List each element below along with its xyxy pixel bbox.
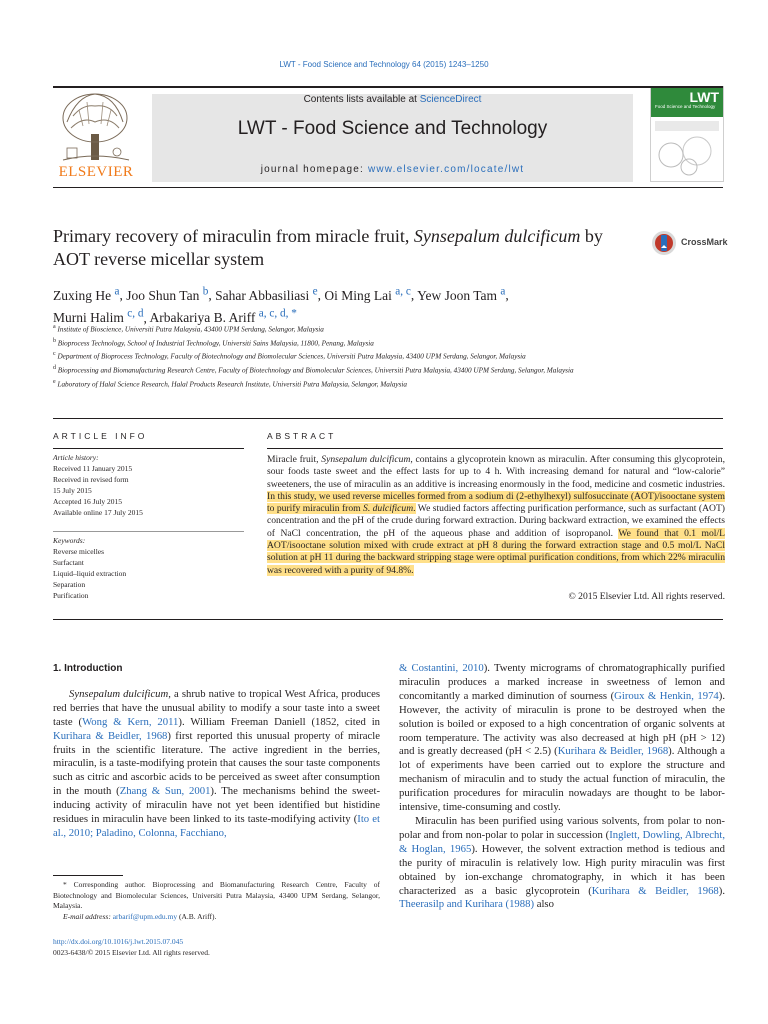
citation-link[interactable]: & Costantini, 2010 [399, 662, 484, 674]
sciencedirect-link[interactable]: ScienceDirect [419, 94, 482, 105]
crossmark-badge[interactable] [651, 230, 731, 258]
affiliation: $^d$ Bioprocessing and Biomanufacturing Research Centre, Faculty of Biotechnology and Biomolecular Sciences, Universiti Putra Malaysia, 43400 UPM Serdang, Selangor, Malaysia [53, 365, 574, 375]
citation-link[interactable]: Theerasilp and Kurihara (1988) [399, 898, 535, 911]
keywords-label: Keywords: [53, 536, 86, 545]
crossmark-icon [651, 230, 677, 256]
cover-subtitle: Food Science and Technology [655, 104, 716, 109]
homepage-prefix: journal homepage: [260, 164, 368, 175]
cover-title: LWT [689, 89, 719, 105]
author[interactable]: Murni Halim $^{c, d}$ [53, 307, 144, 325]
article-info-heading: ARTICLE INFO [53, 431, 148, 441]
journal-title: LWT - Food Science and Technology [237, 118, 548, 139]
author[interactable]: Arbakariya B. Ariff $^{a, c, d, *}$ [149, 307, 297, 325]
citation-link[interactable]: Ito et al., 2010; Paladino, Colonna, Facchiano, [53, 813, 380, 839]
citation-link[interactable]: Wong & Kern, 2011 [82, 715, 179, 728]
title-part-2: by AOT reverse micellar system [53, 226, 603, 269]
body-column-left [53, 662, 380, 841]
affiliation: $^b$ Bioprocess Technology, School of Industrial Technology, Universiti Sains Malaysia, 11800, Penang, Malaysia [53, 337, 374, 348]
article-history [53, 452, 244, 518]
history-label: Article history: [53, 453, 99, 462]
history-entry: Received in revised form [53, 475, 129, 484]
section-heading: 1. Introduction [53, 663, 123, 674]
affiliation: $^a$ Institute of Bioscience, Universiti Putra Malaysia, 43400 UPM Serdang, Selangor, Malaysia [53, 324, 324, 334]
affiliation: $^c$ Department of Bioprocess Technology, Faculty of Biotechnology and Biomolecular Sciences, Universiti Putra Malaysia, 43400 UPM Serdang, Selangor, Malaysia [53, 351, 526, 361]
title-species: Synsepalum dulcificum [413, 226, 581, 246]
citation-link[interactable]: Zhang & Sun, 2001 [119, 785, 211, 798]
keyword: Liquid–liquid extraction [53, 569, 127, 578]
author[interactable]: Zuxing He $^a$ [53, 285, 120, 303]
citation-link[interactable]: Kurihara & Beidler, 1968 [591, 884, 719, 897]
citation-link[interactable]: Giroux & Henkin, 1974 [614, 689, 719, 702]
crossmark-label: CrossMark [681, 237, 728, 247]
footnote-divider [53, 875, 123, 876]
keyword: Reverse micelles [53, 547, 105, 556]
divider [53, 448, 244, 449]
highlighted-text: In this study, we used reverse micelles formed from a sodium di (2-ethylhexyl) sulfosuccinate (AOT)/isooctane system to purify miraculin from S. dulcificum. [267, 490, 725, 515]
highlighted-text: We found that 0.1 mol/L AOT/isooctane solution mixed with crude extract at pH 8 during the forward extraction stage and 0.5 mol/L NaCl solution at pH 11 during the backward stripping stage were optimal purification conditions, from which 22% miraculin was recovered with a purity of 94.8%. [267, 527, 725, 576]
history-entry: Received 11 January 2015 [53, 464, 133, 473]
issn-line: 0023-6438/© 2015 Elsevier Ltd. All rights reserved. [53, 947, 210, 957]
citation-link[interactable]: Kurihara & Beidler, 1968 [53, 729, 168, 742]
abstract-copyright: © 2015 Elsevier Ltd. All rights reserved. [568, 591, 725, 602]
author[interactable]: Yew Joon Tam $^a$ [417, 285, 506, 303]
abstract-heading: ABSTRACT [267, 431, 337, 441]
paragraph: Synsepalum dulcificum, a shrub native to tropical West Africa, produces red berries that have the unusual ability to modify a sour taste into a sweet taste (Wong & Kern, 2011). William Freeman Daniell (1852, cited in Kurihara & Beidler, 1968) first reported this unusual property of miracle fruits in the scientific literature. The active ingredient in the berries, miraculin, is a taste-modifying protein that causes the sour taste components such as citric and ascorbic acids to be perceived as sweet after consumption in the mouth (Zhang & Sun, 2001). The mechanisms behind the sweet-inducing activity of miraculin have not yet been identified but histidine residues in miraculin have been linked to its taste-modifying activity (Ito et al., 2010; Paladino, Colonna, Facchiano, [53, 687, 381, 839]
journal-citation[interactable]: LWT - Food Science and Technology 64 (2015) 1243–1250 [279, 60, 489, 69]
contents-prefix: Contents lists available at [303, 94, 420, 105]
keywords [53, 535, 244, 601]
history-entry: Available online 17 July 2015 [53, 508, 143, 517]
paragraph: & Costantini, 2010). Twenty micrograms of chromatographically purified miraculin produces a marked increase in sweetness of lemon and concomitantly a marked diminution of sourness (Giroux & Henkin, 1974). However, the activity of miraculin is prone to be destroyed when the solution is boiled or exposed to a high concentration of organic solvents at room temperature. The activity was also decreased at high pH (pH > 12) and is greatly decreased (pH < 2.5) (Kurihara & Beidler, 1968). Although a lot of experiments have been carried out to explore the structure and mechanism of miraculin and to study the actual function of miraculin, the purification procedures for miraculin nowadays are thought to be labor-intensive, time-consuming and costly. [399, 662, 725, 814]
header-top-rule [53, 86, 723, 186]
body-column-right [399, 662, 725, 912]
citation-link[interactable]: Kurihara & Beidler, 1968 [557, 745, 669, 758]
paragraph: Miraculin has been purified using various solvents, from polar to non-polar and from non-polar to polar in succession (Inglett, Dowling, Albrecht, & Hoglan, 1965). However, the solvent extraction method is tedious and the purity of miraculin is relatively low. High purity miraculin was first obtained by ion-exchange chromatography, in which it has been characterized as a basic glycoprotein (Kurihara & Beidler, 1968). Theerasilp and Kurihara (1988) also [399, 814, 726, 911]
publisher-name: ELSEVIER [58, 164, 134, 180]
keyword: Separation [53, 580, 86, 589]
abstract-body: Miracle fruit, Synsepalum dulcificum, contains a glycoprotein known as miraculin. After consuming this glycoprotein, sour foods taste sweet and the effect lasts for up to 4 h. With increasing demand for natural and “low-calorie” sweeteners, the use of miraculin as an additive is increasing enormously in the food, medicine and cosmetic industries. In this study, we used reverse micelles formed from a sodium di (2-ethylhexyl) sulfosuccinate (AOT)/isooctane system to purify miraculin from S. dulcificum. We studied factors affecting purification performance, such as surfactant (AOT) concentration and the pH of the crude during forward extraction. During backward extraction, we examined the effects of NaCl concentration, the pH of the aqueous phase and addition of isopropanol. We found that 0.1 mol/L AOT/isooctane solution mixed with crude extract at pH 8 during the forward extraction stage and 0.5 mol/L NaCl solution at pH 11 during the backward stripping stage were optimal purification conditions, from which 22% miraculin was recovered with a purity of 94.8%. [267, 454, 726, 576]
affiliation: $^e$ Laboratory of Halal Science Research, Halal Products Research Institute, Universiti Putra Malaysia, Selangor, Malaysia [53, 378, 408, 389]
header-bottom-rule [53, 187, 723, 188]
author[interactable]: Oi Ming Lai $^{a, c}$ [324, 285, 411, 303]
divider [267, 448, 723, 449]
keyword: Surfactant [53, 558, 84, 567]
email-link[interactable]: arbarif@upm.edu.my [112, 911, 178, 921]
keyword: Purification [53, 591, 89, 600]
doi-block [53, 937, 380, 958]
citation-link[interactable]: Inglett, Dowling, Albrecht, & Hoglan, 1965 [399, 828, 725, 855]
doi-link[interactable]: http://dx.doi.org/10.1016/j.lwt.2015.07.045 [53, 937, 184, 946]
divider [53, 418, 723, 419]
affiliations [53, 322, 663, 390]
divider [53, 531, 244, 532]
corresponding-author-footnote: * Corresponding author. Bioprocessing and Biomanufacturing Research Centre, Faculty of Biotechnology and Biomolecular Sciences, Universiti Putra Malaysia, 43400 UPM Serdang, Selangor, Malaysia. E-mail address: arbarif@upm.edu.my (A.B. Ariff). [53, 880, 380, 921]
article-title [53, 225, 613, 271]
history-entry: 15 July 2015 [53, 486, 92, 495]
history-entry: Accepted 16 July 2015 [53, 497, 122, 506]
title-part-1: Primary recovery of miraculin from miracle fruit, [53, 226, 414, 246]
author[interactable]: Joo Shun Tan $^b$ [126, 285, 209, 303]
author[interactable]: Sahar Abbasiliasi $^e$ [215, 285, 318, 303]
homepage-link[interactable]: www.elsevier.com/locate/lwt [367, 164, 525, 175]
author-list: Zuxing He $^a$, Joo Shun Tan $^b$, Sahar Abbasiliasi $^e$, Oi Ming Lai $^{a, c}$, Yew Joon Tam $^a$, Murni Halim $^{c, d}$, Arbakariya B. Ariff $^{a, c, d, *}$ [53, 285, 509, 325]
divider [53, 619, 723, 620]
